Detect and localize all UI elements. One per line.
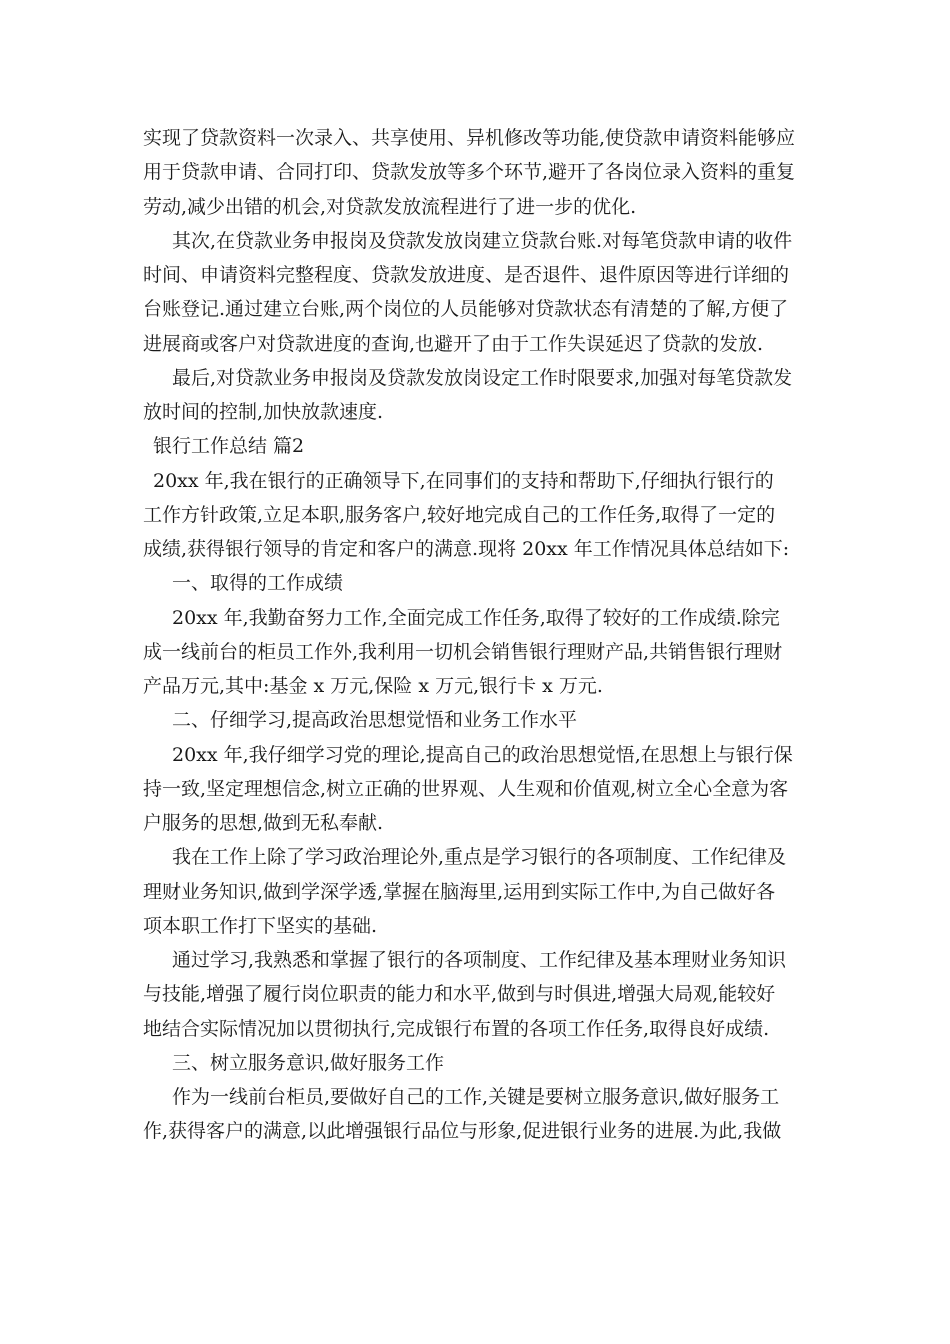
body-line: 20xx 年,我在银行的正确领导下,在同事们的支持和帮助下,仔细执行银行的 [153,470,774,492]
section-heading: 三、树立服务意识,做好服务工作 [172,1052,445,1074]
body-line: 其次,在贷款业务申报岗及贷款发放岗建立贷款台账.对每笔贷款申请的收件 [172,230,793,252]
body-line: 工作方针政策,立足本职,服务客户,较好地完成自己的工作任务,取得了一定的 [143,504,776,526]
body-line: 放时间的控制,加快放款速度. [143,401,384,423]
body-line: 实现了贷款资料一次录入、共享使用、异机修改等功能,使贷款申请资料能够应 [143,127,796,149]
body-line: 与技能,增强了履行岗位职责的能力和水平,做到与时俱进,增强大局观,能较好 [143,983,776,1005]
section-heading: 二、仔细学习,提高政治思想觉悟和业务工作水平 [172,709,578,731]
body-line: 20xx 年,我仔细学习党的理论,提高自己的政治思想觉悟,在思想上与银行保 [172,744,793,766]
body-line: 作为一线前台柜员,要做好自己的工作,关键是要树立服务意识,做好服务工 [172,1086,780,1108]
body-line: 我在工作上除了学习政治理论外,重点是学习银行的各项制度、工作纪律及 [172,846,787,868]
body-line: 通过学习,我熟悉和掌握了银行的各项制度、工作纪律及基本理财业务知识 [172,949,787,971]
body-line: 最后,对贷款业务申报岗及贷款发放岗设定工作时限要求,加强对每笔贷款发 [172,367,793,389]
body-line: 户服务的思想,做到无私奉献. [143,812,384,834]
body-line: 项本职工作打下坚实的基础. [143,915,378,937]
body-line: 成绩,获得银行领导的肯定和客户的满意.现将 20xx 年工作情况具体总结如下: [143,538,790,560]
body-line: 持一致,坚定理想信念,树立正确的世界观、人生观和价值观,树立全心全意为客 [143,778,789,800]
body-line: 成一线前台的柜员工作外,我利用一切机会销售银行理财产品,共销售银行理财 [143,641,783,663]
body-line: 台账登记.通过建立台账,两个岗位的人员能够对贷款状态有清楚的了解,方便了 [143,298,789,320]
body-line: 产品万元,其中:基金 x 万元,保险 x 万元,银行卡 x 万元. [143,675,603,697]
body-line: 地结合实际情况加以贯彻执行,完成银行布置的各项工作任务,取得良好成绩. [143,1018,770,1040]
body-line: 理财业务知识,做到学深学透,掌握在脑海里,运用到实际工作中,为自己做好各 [143,881,776,903]
section-heading: 一、取得的工作成绩 [172,572,344,594]
body-line: 时间、申请资料完整程度、贷款发放进度、是否退件、退件原因等进行详细的 [143,264,790,286]
body-line: 劳动,减少出错的机会,对贷款发放流程进行了进一步的优化. [143,196,637,218]
body-line: 作,获得客户的满意,以此增强银行品位与形象,促进银行业务的进展.为此,我做 [143,1120,782,1142]
body-line: 用于贷款申请、合同打印、贷款发放等多个环节,避开了各岗位录入资料的重复 [143,161,796,183]
body-line: 20xx 年,我勤奋努力工作,全面完成工作任务,取得了较好的工作成绩.除完 [172,607,780,629]
body-line: 进展商或客户对贷款进度的查询,也避开了由于工作失误延迟了贷款的发放. [143,333,764,355]
section-title: 银行工作总结 篇2 [153,435,305,457]
